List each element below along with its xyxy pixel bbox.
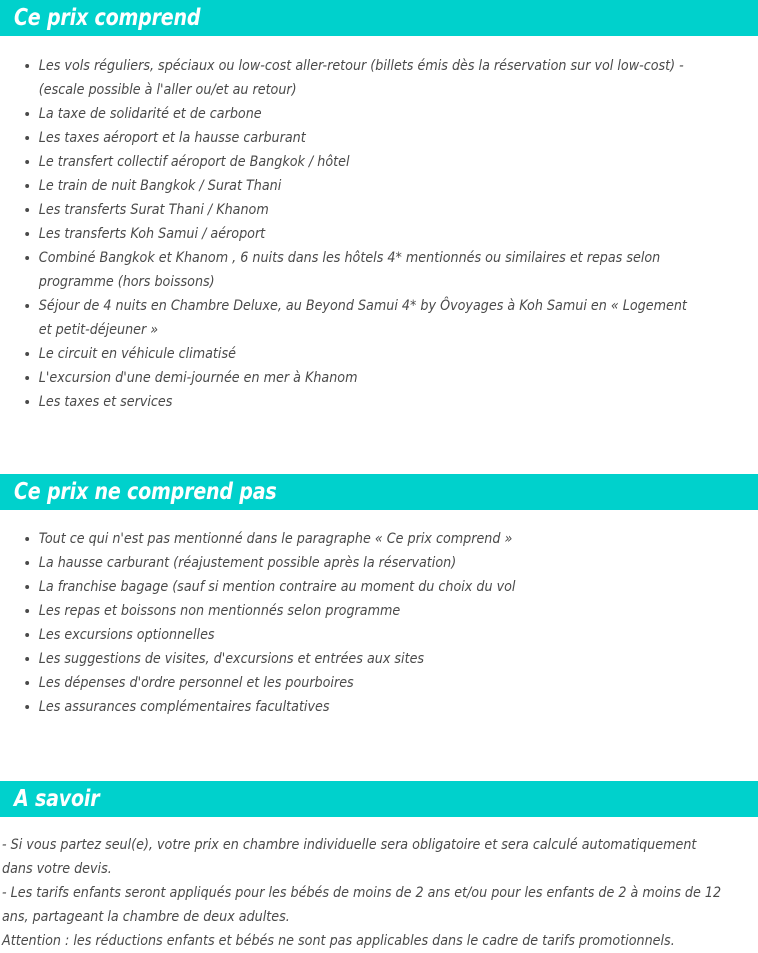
section-spacer [0,414,758,474]
section-spacer [0,719,758,781]
list-item: Les excursions optionnelles [0,623,735,647]
list-item: La hausse carburant (réajustement possible après la réservation) [0,551,735,575]
note-paragraph: Attention : les réductions enfants et bébés ne sont pas applicables dans le cadre de tarifs promotionnels. [2,932,675,949]
section-header-a-savoir [0,781,758,817]
note-paragraph: - Si vous partez seul(e), votre prix en chambre individuelle sera obligatoire et sera calculé automatiquement dans votre devis. [2,836,697,877]
list-item: Les transferts Surat Thani / Khanom [0,198,735,222]
list-item: Les transferts Koh Samui / aéroport [0,222,735,246]
list-item: Le train de nuit Bangkok / Surat Thani [0,174,735,198]
list-item: Les dépenses d'ordre personnel et les pourboires [0,671,735,695]
list-item: Les taxes aéroport et la hausse carburant [0,126,735,150]
excluded-list [0,510,758,719]
list-item: Tout ce qui n'est pas mentionné dans le paragraphe « Ce prix comprend » [0,527,735,551]
section-title: Ce prix comprend [14,4,201,31]
list-item: Le transfert collectif aéroport de Bangkok / hôtel [0,150,735,174]
notes-block [0,817,758,953]
list-item: Les vols réguliers, spéciaux ou low-cost aller-retour (billets émis dès la réservation sur vol low-cost) - (escale possible à l'aller ou/et au retour) [0,54,735,102]
section-header-ce-prix-comprend [0,0,758,36]
included-list [0,36,758,414]
list-item: Le circuit en véhicule climatisé [0,342,735,366]
list-item: Combiné Bangkok et Khanom , 6 nuits dans les hôtels 4* mentionnés ou similaires et repas selon programme (hors boissons) [0,246,735,294]
note-paragraph: - Les tarifs enfants seront appliqués pour les bébés de moins de 2 ans et/ou pour les enfants de 2 à moins de 12 ans, partageant la chambre de deux adultes. [2,884,722,925]
list-item: La franchise bagage (sauf si mention contraire au moment du choix du vol [0,575,735,599]
list-item: Les repas et boissons non mentionnés selon programme [0,599,735,623]
list-item: Les assurances complémentaires facultatives [0,695,735,719]
list-item: Les taxes et services [0,390,735,414]
section-header-ce-prix-ne-comprend-pas [0,474,758,510]
section-title: Ce prix ne comprend pas [14,478,277,505]
list-item: Séjour de 4 nuits en Chambre Deluxe, au Beyond Samui 4* by Ôvoyages à Koh Samui en « Logement et petit-déjeuner » [0,294,735,342]
section-title: A savoir [14,785,100,812]
list-item: Les suggestions de visites, d'excursions et entrées aux sites [0,647,735,671]
list-item: L'excursion d'une demi-journée en mer à Khanom [0,366,735,390]
list-item: La taxe de solidarité et de carbone [0,102,735,126]
